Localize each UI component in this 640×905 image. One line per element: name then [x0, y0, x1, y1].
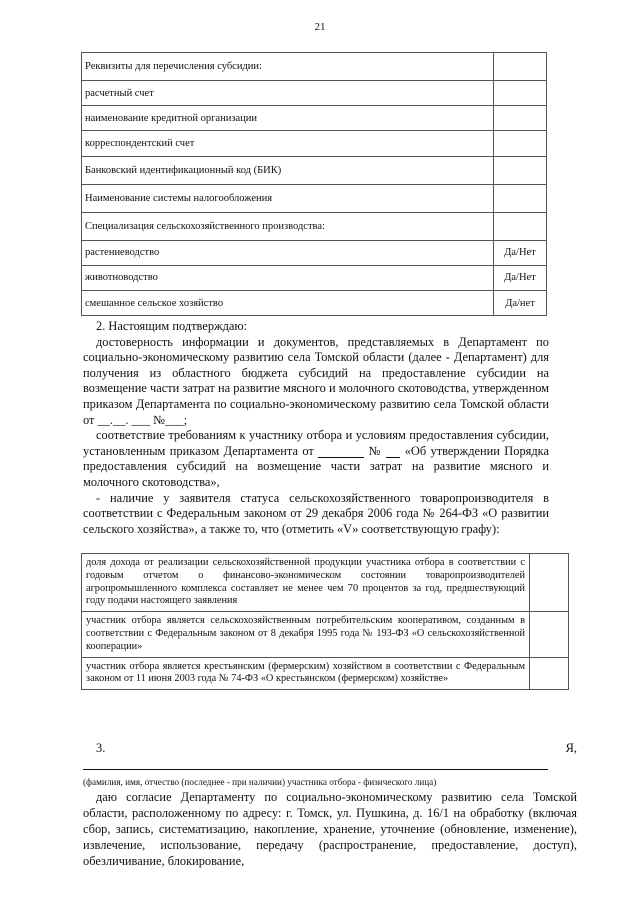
table-row: [82, 240, 547, 265]
confirmation-section: [83, 319, 549, 537]
table-row: [82, 212, 547, 240]
row-value[interactable]: [494, 156, 547, 184]
paragraph-text: «Об утверждении Порядка предоставления субсидий на возмещение части затрат на развитие мясного и молочного скотоводства»,: [83, 443, 549, 489]
confirmation-paragraph: - наличие у заявителя статуса сельскохозяйственного товаропроизводителя в соответствии с Федеральным законом от 29 декабря 2006 года № 264-ФЗ «О развитии сельского хозяйства», а также то, что (отметить «V» соответствующую графу):: [83, 490, 549, 536]
table-row: [82, 184, 547, 212]
paragraph-text: соответствие требованиям к участнику отбора и условиям предоставления субсидии, установленным приказом Департамента от: [83, 428, 549, 458]
table-row: [82, 106, 547, 131]
criterion-text: участник отбора является сельскохозяйственным потребительским кооперативом, созданным в соответствии с Федеральным законом от 8 декабря 1995 года № 193-ФЗ «О сельскохозяйственной кооперации»: [82, 612, 530, 657]
table-row: [82, 290, 547, 315]
requisites-table: [81, 52, 547, 316]
row-value[interactable]: [494, 53, 547, 81]
number-sign: №: [368, 443, 382, 458]
confirmation-paragraph: достоверность информации и документов, представляемых в Департамент по социально-экономическому развитию села Томской области (далее - Департамент) для получения из областного бюджета субсидий на предоставление субсидии на возмещение части затрат на развитие мясного и молочного скотоводства, утвержденном приказом Департамента по социально-экономическому развитию села Томской области от __.__. ___ №___;: [83, 334, 549, 427]
consent-section: [83, 741, 577, 869]
confirmation-paragraph: [83, 428, 549, 490]
row-value[interactable]: [494, 106, 547, 131]
row-value[interactable]: [494, 212, 547, 240]
fio-caption: (фамилия, имя, отчество (последнее - при наличии) участника отбора - физического лица): [83, 776, 437, 787]
row-value[interactable]: [494, 131, 547, 156]
table-row: [82, 612, 569, 657]
number-blank[interactable]: [386, 445, 400, 458]
row-label: животноводство: [82, 265, 494, 290]
criteria-table: [81, 553, 569, 690]
row-label: Специализация сельскохозяйственного производства:: [82, 212, 494, 240]
table-row: [82, 131, 547, 156]
row-label: Реквизиты для перечисления субсидии:: [82, 53, 494, 81]
row-value[interactable]: Да/нет: [494, 290, 547, 315]
row-label: Банковский идентификационный код (БИК): [82, 156, 494, 184]
criterion-text: участник отбора является крестьянским (фермерским) хозяйством в соответствии с Федеральным законом от 11 июня 2003 года № 74-ФЗ «О крестьянском (фермерском) хозяйстве»: [82, 657, 530, 690]
table-row: [82, 657, 569, 690]
table-row: [82, 81, 547, 106]
criterion-text: доля дохода от реализации сельскохозяйственной продукции участника отбора в соответствии с годовым отчетом о финансово-экономическом состоянии товаропроизводителей агропромышленного комплекса составляет не менее чем 70 процентов за год, предшествующий году подачи настоящего заявления: [82, 554, 530, 612]
criterion-checkbox[interactable]: [530, 554, 569, 612]
criterion-checkbox[interactable]: [530, 612, 569, 657]
row-value[interactable]: Да/Нет: [494, 265, 547, 290]
row-label: корреспондентский счет: [82, 131, 494, 156]
fio-field[interactable]: [83, 757, 548, 770]
criterion-checkbox[interactable]: [530, 657, 569, 690]
row-label: наименование кредитной организации: [82, 106, 494, 131]
consent-paragraph: даю согласие Департаменту по социально-экономическому развитию села Томской области, расположенному по адресу: г. Томск, ул. Пушкина, д. 16/1 на обработку (включая сбор, запись, систематизацию, накопление, хранение, уточнение (обновление, изменение), извлечение, использование, передачу (распространение, предоставление, доступ), обезличивание, блокирование,: [83, 790, 577, 868]
row-value[interactable]: [494, 184, 547, 212]
page-number: 21: [314, 21, 326, 33]
date-blank[interactable]: [318, 445, 364, 458]
row-value[interactable]: Да/Нет: [494, 240, 547, 265]
row-label: смешанное сельское хозяйство: [82, 290, 494, 315]
row-label: расчетный счет: [82, 81, 494, 106]
row-value[interactable]: [494, 81, 547, 106]
consent-lead-line: [83, 741, 577, 775]
section-heading: 3. Я,: [96, 741, 577, 755]
row-label: растениеводство: [82, 240, 494, 265]
row-label: Наименование системы налогообложения: [82, 184, 494, 212]
table-row: [82, 554, 569, 612]
table-row: [82, 156, 547, 184]
table-row: [82, 53, 547, 81]
section-heading: 2. Настоящим подтверждаю:: [96, 319, 248, 333]
table-row: [82, 265, 547, 290]
